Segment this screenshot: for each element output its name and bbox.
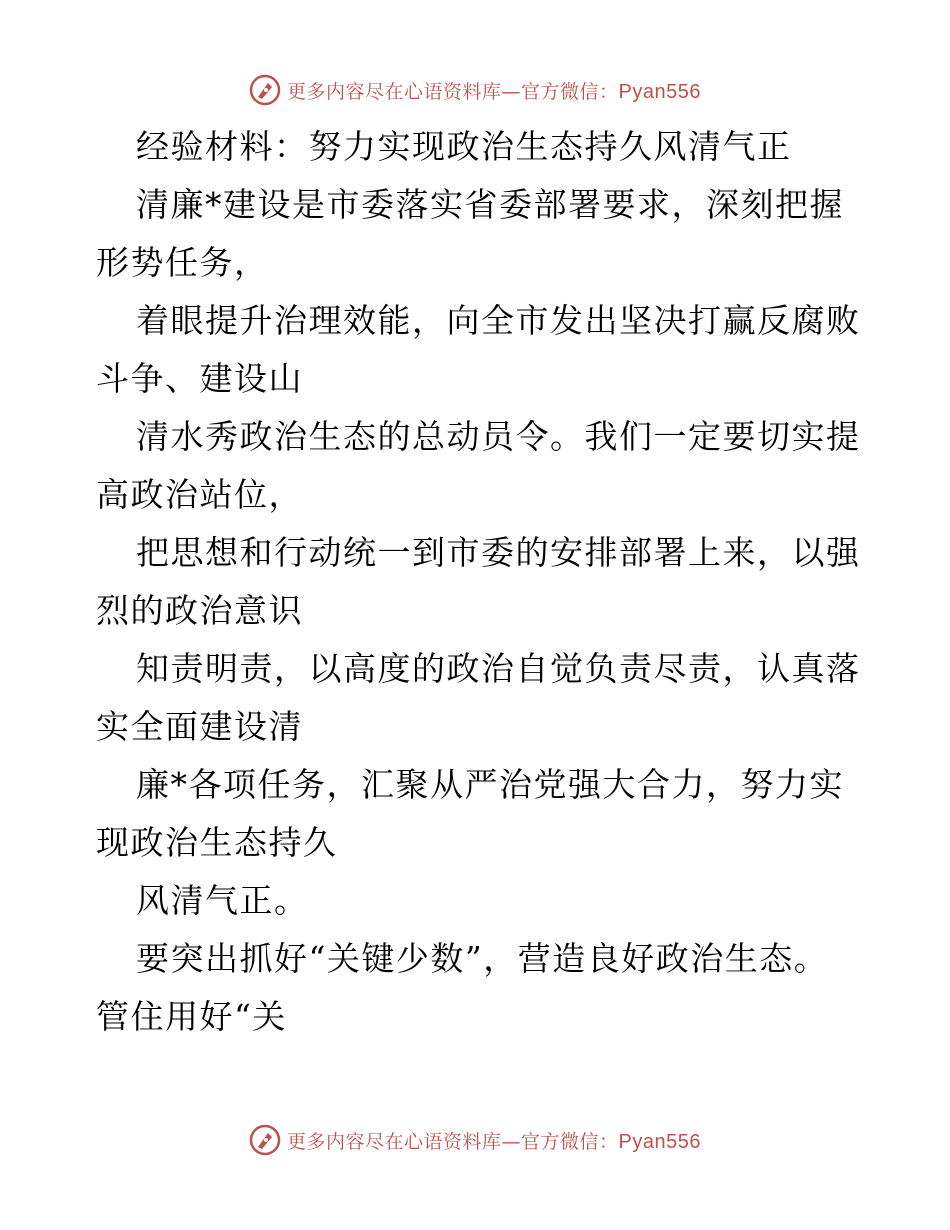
- text-line: 管住用好“关: [96, 997, 287, 1036]
- watermark-wechat-id: Pyan556: [618, 80, 701, 103]
- text-line: 斗争、建设山: [96, 359, 303, 398]
- pen-nib-logo-icon: [249, 74, 281, 106]
- text-line: 清廉*建设是市委落实省委部署要求，深刻把握: [136, 185, 844, 224]
- text-line: 形势任务，: [96, 243, 269, 282]
- watermark-label: 更多内容尽在心语资料库—官方微信：: [287, 1130, 619, 1153]
- text-line: 现政治生态持久: [96, 823, 338, 862]
- footer-watermark: [0, 1120, 950, 1160]
- text-line: 廉*各项任务，汇聚从严治党强大合力，努力实: [136, 765, 844, 804]
- text-line: 高政治站位，: [96, 475, 303, 514]
- text-line: 风清气正。: [136, 881, 309, 920]
- text-line: 实全面建设清: [96, 707, 303, 746]
- text-line: 知责明责，以高度的政治自觉负责尽责，认真落: [136, 649, 861, 688]
- text-line: 着眼提升治理效能，向全市发出坚决打赢反腐败: [136, 301, 861, 340]
- header-watermark: [0, 70, 950, 110]
- watermark-text: [287, 1127, 701, 1154]
- text-line: 要突出抓好“关键少数”，营造良好政治生态。: [136, 939, 829, 978]
- watermark-text: [287, 77, 701, 104]
- pen-nib-logo-icon: [249, 1124, 281, 1156]
- watermark-label: 更多内容尽在心语资料库—官方微信：: [287, 80, 619, 103]
- watermark-wechat-id: Pyan556: [618, 1130, 701, 1153]
- text-line: 清水秀政治生态的总动员令。我们一定要切实提: [136, 417, 861, 456]
- text-line: 经验材料：努力实现政治生态持久风清气正: [136, 127, 792, 166]
- text-line: 烈的政治意识: [96, 591, 303, 630]
- document-body: [96, 118, 861, 1046]
- text-line: 把思想和行动统一到市委的安排部署上来，以强: [136, 533, 861, 572]
